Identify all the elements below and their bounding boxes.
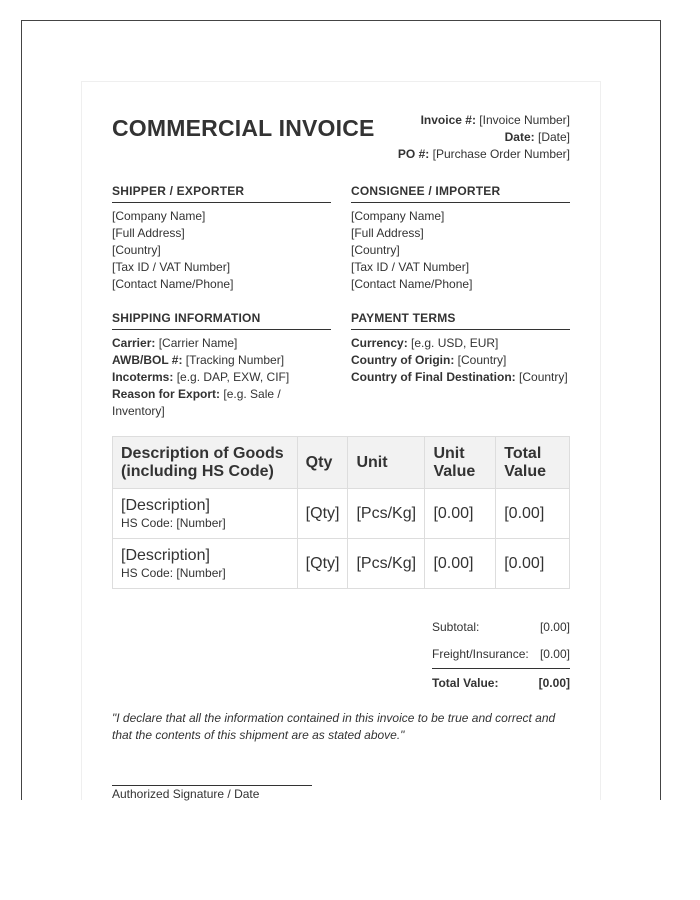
shipper-heading: SHIPPER / EXPORTER xyxy=(112,183,331,203)
description-cell xyxy=(113,539,298,589)
reason-value: [e.g. Sale / Inventory] xyxy=(112,387,281,418)
currency-label: Currency: xyxy=(351,336,408,350)
date-label: Date: xyxy=(504,130,535,144)
hs-code-text: HS Code: [Number] xyxy=(121,565,226,580)
tracking-row xyxy=(112,352,331,369)
incoterms-value: [e.g. DAP, EXW, CIF] xyxy=(176,370,290,384)
invoice-number-label: Invoice #: xyxy=(420,113,476,127)
freight-row xyxy=(432,640,570,667)
currency-value: [e.g. USD, EUR] xyxy=(411,336,499,350)
shipper-contact: [Contact Name/Phone] xyxy=(112,277,234,291)
shipper-section xyxy=(112,183,331,293)
header-total-value: Total Value xyxy=(496,437,570,489)
description-text: [Description] xyxy=(121,546,210,564)
invoice-meta xyxy=(398,112,570,163)
carrier-label: Carrier: xyxy=(112,336,156,350)
document-title: COMMERCIAL INVOICE xyxy=(112,115,375,141)
freight-label: Freight/Insurance: xyxy=(432,646,529,661)
origin-row xyxy=(351,352,570,369)
unit-cell: [Pcs/Kg] xyxy=(348,539,425,589)
carrier-value: [Carrier Name] xyxy=(158,336,238,350)
total-row xyxy=(432,668,570,696)
date-row xyxy=(398,129,570,146)
consignee-contact: [Contact Name/Phone] xyxy=(351,277,473,291)
incoterms-label: Incoterms: xyxy=(112,370,174,384)
date-value: [Date] xyxy=(537,130,570,144)
unit-value-cell: [0.00] xyxy=(425,489,496,539)
po-number-row xyxy=(398,146,570,163)
table-row xyxy=(113,489,570,539)
shipper-address: [Full Address] xyxy=(112,226,185,240)
origin-label: Country of Origin: xyxy=(351,353,455,367)
consignee-country: [Country] xyxy=(351,243,400,257)
shipping-section xyxy=(112,310,331,420)
table-row xyxy=(113,539,570,589)
shipper-company: [Company Name] xyxy=(112,209,206,223)
po-number-value: [Purchase Order Number] xyxy=(432,147,570,161)
reason-row xyxy=(112,386,297,420)
invoice-number-value: [Invoice Number] xyxy=(479,113,570,127)
tracking-value: [Tracking Number] xyxy=(185,353,285,367)
goods-table xyxy=(112,436,570,589)
shipper-country: [Country] xyxy=(112,243,161,257)
declaration-text: "I declare that all the information contained in this invoice to be true and correct and that the contents of this shipment are as stated above." xyxy=(112,711,556,742)
invoice-number-row xyxy=(398,112,570,129)
qty-cell: [Qty] xyxy=(297,489,348,539)
destination-label: Country of Final Destination: xyxy=(351,370,516,384)
total-value-cell: [0.00] xyxy=(496,489,570,539)
unit-cell: [Pcs/Kg] xyxy=(348,489,425,539)
total-label: Total Value: xyxy=(432,675,499,690)
hs-code-text: HS Code: [Number] xyxy=(121,515,226,530)
unit-value-cell: [0.00] xyxy=(425,539,496,589)
po-number-label: PO #: xyxy=(397,147,430,161)
consignee-address: [Full Address] xyxy=(351,226,424,240)
consignee-heading: CONSIGNEE / IMPORTER xyxy=(351,183,570,203)
header-qty: Qty xyxy=(297,437,348,489)
reason-label: Reason for Export: xyxy=(112,387,221,401)
header-unit: Unit xyxy=(348,437,425,489)
freight-value: [0.00] xyxy=(539,646,570,661)
payment-section xyxy=(351,310,570,386)
currency-row xyxy=(351,335,570,352)
consignee-tax-id: [Tax ID / VAT Number] xyxy=(351,260,470,274)
carrier-row xyxy=(112,335,331,352)
qty-cell: [Qty] xyxy=(297,539,348,589)
tracking-label: AWB/BOL #: xyxy=(112,353,183,367)
signature-label: Authorized Signature / Date xyxy=(112,787,260,801)
consignee-section xyxy=(351,183,570,293)
subtotal-value: [0.00] xyxy=(539,619,570,634)
header-unit-value: Unit Value xyxy=(425,437,496,489)
shipping-heading: SHIPPING INFORMATION xyxy=(112,310,331,330)
description-text: [Description] xyxy=(121,496,210,514)
destination-row xyxy=(351,369,570,386)
payment-heading: PAYMENT TERMS xyxy=(351,310,570,330)
signature-line xyxy=(112,785,312,786)
total-value-cell: [0.00] xyxy=(496,539,570,589)
shipper-tax-id: [Tax ID / VAT Number] xyxy=(112,260,231,274)
destination-value: [Country] xyxy=(519,370,568,384)
description-cell xyxy=(113,489,298,539)
header-description: Description of Goods (including HS Code) xyxy=(113,437,298,489)
origin-value: [Country] xyxy=(457,353,507,367)
subtotal-row xyxy=(432,613,570,640)
consignee-company: [Company Name] xyxy=(351,209,445,223)
subtotal-label: Subtotal: xyxy=(432,619,480,634)
totals-block xyxy=(432,613,570,696)
total-value: [0.00] xyxy=(538,675,570,690)
incoterms-row xyxy=(112,369,331,386)
table-header-row xyxy=(113,437,570,489)
